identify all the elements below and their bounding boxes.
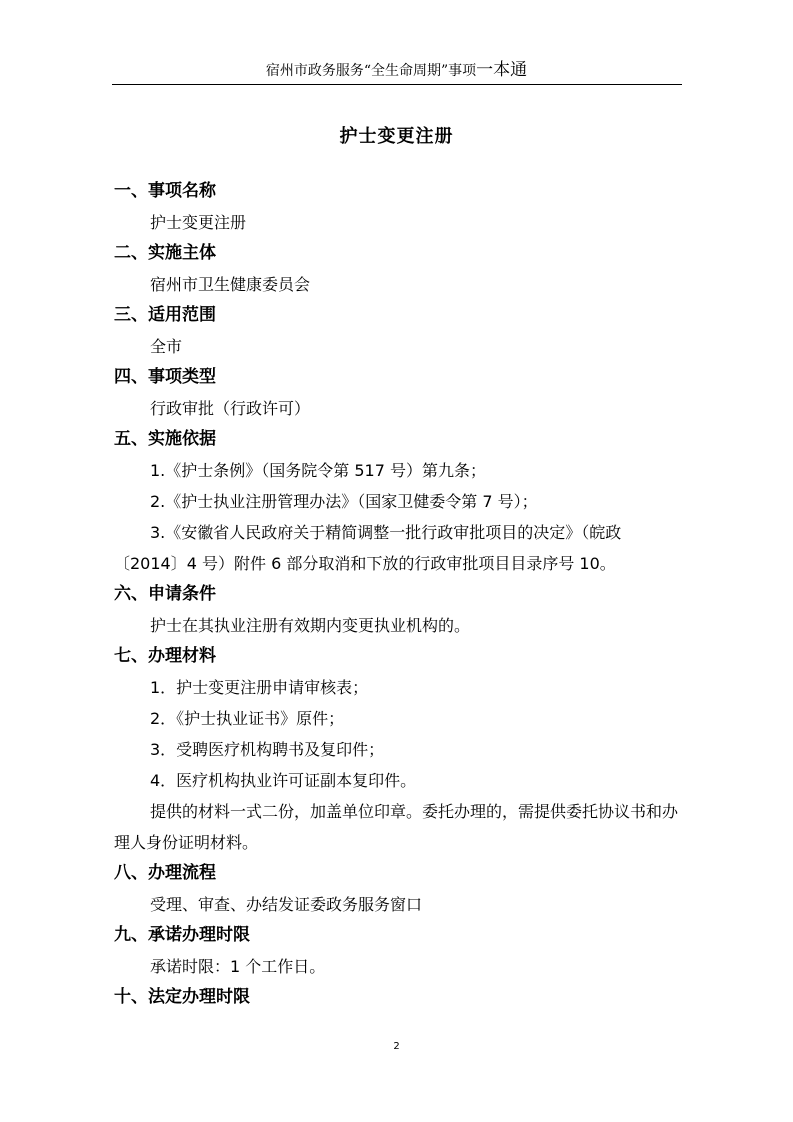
legal-basis-item: 2.《护士执业注册管理办法》（国家卫健委令第 7 号）； [150,492,538,511]
section-heading-item-type: 四、事项类型 [114,367,216,387]
section-heading-item-name: 一、事项名称 [114,181,216,201]
material-item: 1．护士变更注册申请审核表； [150,678,369,697]
running-header-emphasis: 一本通 [476,60,528,80]
document-body [114,176,684,1013]
materials-note: 提供的材料一式二份，加盖单位印章。委托办理的，需提供委托协议书和办理人身份证明材料。 [114,802,679,852]
document-title: 护士变更注册 [339,126,454,147]
section-content-process: 受理、审查、办结发证委政务服务窗口 [150,895,423,914]
section-content-conditions: 护士在其执业注册有效期内变更执业机构的。 [150,616,471,635]
header-rule [112,84,682,85]
material-item: 4．医疗机构执业许可证副本复印件。 [150,771,417,790]
section-heading-conditions: 六、申请条件 [114,584,216,604]
section-heading-promised-time: 九、承诺办理时限 [114,925,250,945]
legal-basis-item: 1.《护士条例》（国务院令第 517 号）第九条； [150,461,486,480]
section-heading-legal-basis: 五、实施依据 [114,429,216,449]
section-content-implementer: 宿州市卫生健康委员会 [150,275,311,294]
section-heading-scope: 三、适用范围 [114,305,216,325]
section-heading-legal-time: 十、法定办理时限 [114,987,250,1007]
running-header-text: 宿州市政务服务“全生命周期”事项 [265,63,477,79]
material-item: 2．《护士执业证书》原件； [150,709,345,728]
running-header [0,60,793,81]
section-content-promised-time: 承诺时限：1 个工作日。 [150,957,326,976]
material-item: 3．受聘医疗机构聘书及复印件； [150,740,385,759]
page-number: 2 [393,1041,400,1052]
section-content-item-type: 行政审批（行政许可） [150,399,311,418]
section-heading-process: 八、办理流程 [114,863,216,883]
section-content-item-name: 护士变更注册 [150,213,247,232]
section-heading-materials: 七、办理材料 [114,646,216,666]
section-heading-implementer: 二、实施主体 [114,243,216,263]
legal-basis-item: 3.《安徽省人民政府关于精简调整一批行政审批项目的决定》（皖政〔2014〕4 号）附件 6 部分取消和下放的行政审批项目目录序号 10。 [114,523,622,573]
section-content-scope: 全市 [150,337,183,356]
